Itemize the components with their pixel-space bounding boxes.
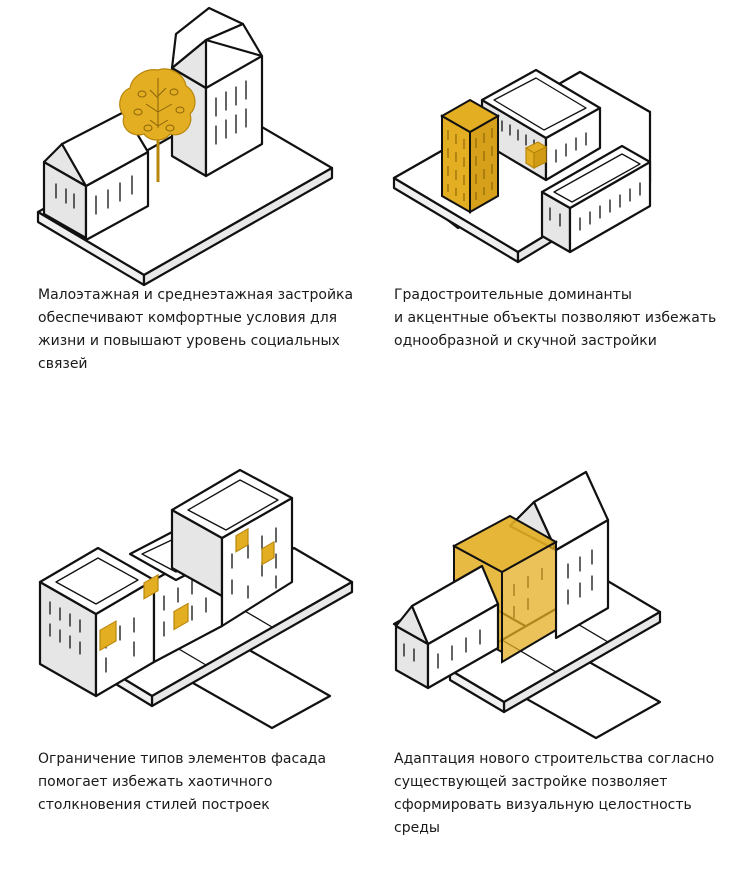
caption-line: существующей застройке позволяет: [394, 774, 668, 790]
panel-dominants: [378, 0, 756, 420]
caption-line: Ограничение типов элементов фасада: [38, 751, 327, 767]
caption-adaptation: [394, 748, 714, 840]
adaptation-illustration: [378, 430, 756, 750]
caption-line: и акцентные объекты позволяют избежать: [394, 310, 717, 326]
panel-adaptation: [378, 430, 756, 870]
tree-crown: [120, 69, 195, 140]
caption-line: однообразной и скучной застройки: [394, 333, 657, 349]
caption-line: Градостроительные доминанты: [394, 287, 632, 303]
low-rise-illustration: [0, 0, 378, 290]
caption-dominants: [394, 284, 716, 353]
facade-elements-illustration: [0, 430, 378, 750]
caption-low-rise: [38, 284, 353, 376]
caption-line: среды: [394, 820, 440, 836]
caption-line: столкновения стилей построек: [38, 797, 270, 813]
caption-line: Адаптация нового строительства согласно: [394, 751, 715, 767]
panel-facade-elements: [0, 430, 378, 870]
caption-line: жизни и повышают уровень социальных: [38, 333, 340, 349]
panel-low-rise: [0, 0, 378, 420]
caption-line: Малоэтажная и среднеэтажная застройка: [38, 287, 354, 303]
caption-line: сформировать визуальную целостность: [394, 797, 692, 813]
caption-line: помогает избежать хаотичного: [38, 774, 273, 790]
caption-facade-elements: [38, 748, 326, 817]
dominants-illustration: [378, 0, 756, 290]
caption-line: связей: [38, 356, 88, 372]
caption-line: обеспечивают комфортные условия для: [38, 310, 338, 326]
